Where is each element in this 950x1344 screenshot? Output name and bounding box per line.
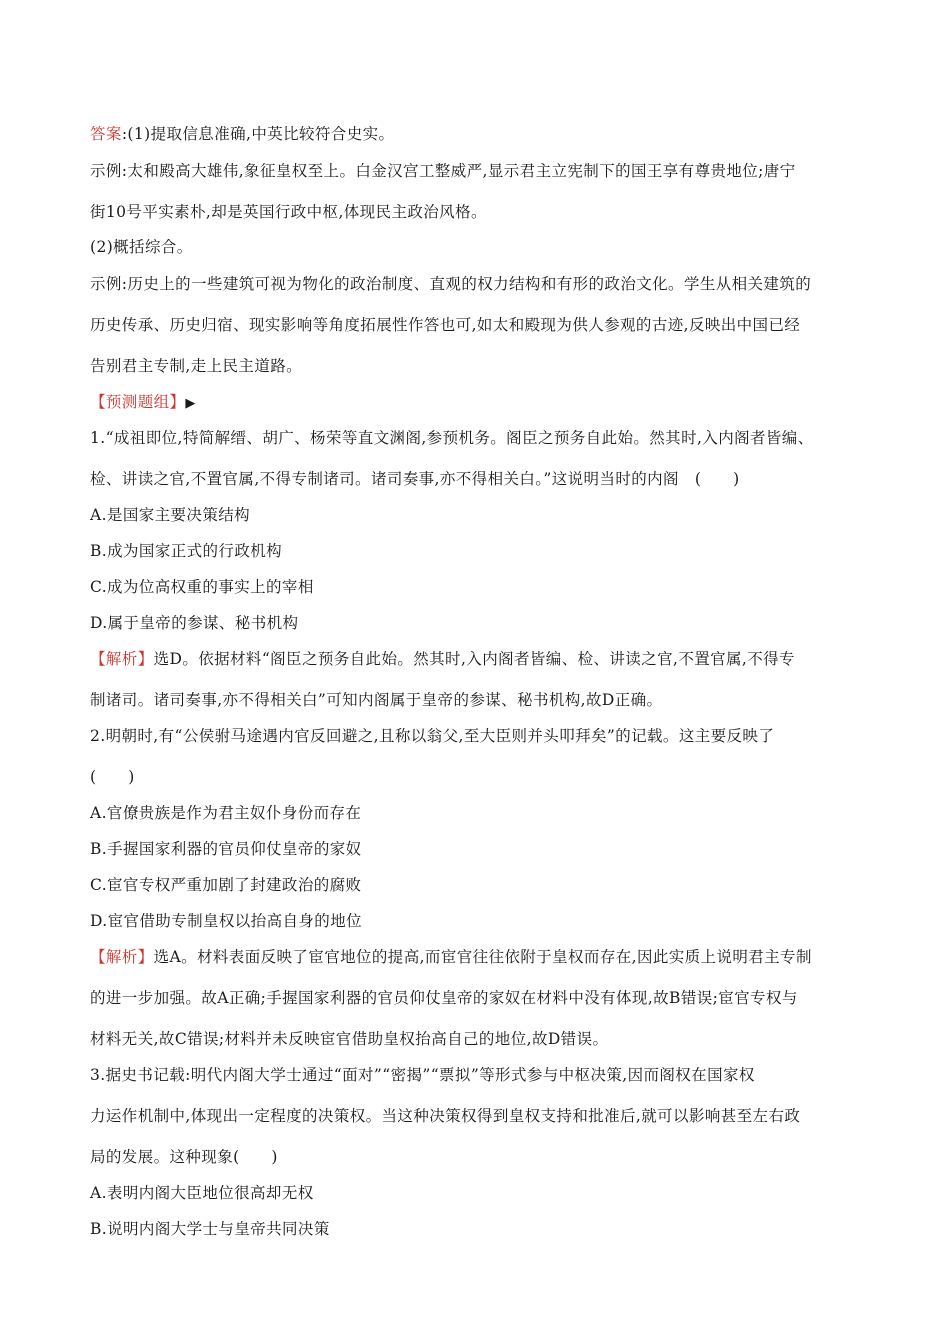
q2-analysis-label: 【解析】 bbox=[90, 948, 154, 966]
q2-analysis-text: 选A。材料表面反映了宦官地位的提高,而宦官往往依附于皇权而存在,因此实质上说明君主专制 bbox=[153, 948, 812, 966]
q3-stem-1: 3.据史书记载:明代内阁大学士通过“面对”“密揭”“票拟”等形式参与中枢决策,因而阁权在国家权 bbox=[90, 1066, 755, 1084]
answer-part2: (2)概括综合。 bbox=[90, 238, 193, 256]
q1-stem-2: 检、讲读之官,不置官属,不得专制诸司。诸司奏事,亦不得相关白。”这说明当时的内阁 ( ) bbox=[90, 470, 740, 488]
q2-option-c: C.宦官专权严重加剧了封建政治的腐败 bbox=[90, 876, 362, 894]
answer-line-1 bbox=[90, 123, 880, 145]
answer-part1: :(1)提取信息准确,中英比较符合史实。 bbox=[121, 125, 395, 143]
q1-analysis-2: 制诸司。诸司奏事,亦不得相关白”可知内阁属于皇帝的参谋、秘书机构,故D正确。 bbox=[90, 691, 663, 709]
q2-option-d: D.宦官借助专制皇权以抬高自身的地位 bbox=[90, 912, 363, 930]
q2-option-a: A.官僚贵族是作为君主奴仆身份而存在 bbox=[90, 804, 362, 822]
q2-option-b: B.手握国家利器的官员仰仗皇帝的家奴 bbox=[90, 840, 362, 858]
q1-option-b: B.成为国家正式的行政机构 bbox=[90, 542, 283, 560]
q1-analysis-text: 选D。依据材料“阁臣之预务自此始。然其时,入内阁者皆编、检、讲读之官,不置官属,不得专 bbox=[153, 650, 795, 668]
section-heading bbox=[90, 391, 880, 415]
q3-option-b: B.说明内阁大学士与皇帝共同决策 bbox=[90, 1220, 330, 1238]
q2-analysis-3: 材料无关,故C错误;材料并未反映宦官借助皇权抬高自己的地位,故D错误。 bbox=[90, 1030, 609, 1048]
q2-analysis-1 bbox=[90, 946, 880, 968]
answer-example-1a: 示例:太和殿高大雄伟,象征皇权至上。白金汉宫工整威严,显示君主立宪制下的国王享有尊贵地位;唐宁 bbox=[90, 162, 796, 180]
q1-analysis-label: 【解析】 bbox=[90, 650, 154, 668]
q2-stem-1: 2.明朝时,有“公侯驸马途遇内官反回避之,且称以翁父,至大臣则并头叩拜矣”的记载。这主要反映了 bbox=[90, 727, 775, 745]
q1-analysis-1 bbox=[90, 648, 880, 670]
answer-example-2a: 示例:历史上的一些建筑可视为物化的政治制度、直观的权力结构和有形的政治文化。学生从相关建筑的 bbox=[90, 275, 812, 293]
q2-stem-2: ( ) bbox=[90, 768, 135, 786]
q3-stem-3: 局的发展。这种现象( ) bbox=[90, 1148, 278, 1166]
q1-stem-1: 1.“成祖即位,特简解缙、胡广、杨荣等直文渊阁,参预机务。阁臣之预务自此始。然其时,入内阁者皆编、 bbox=[90, 429, 814, 447]
answer-label: 答案 bbox=[90, 125, 122, 143]
triangle-marker-icon: ▶ bbox=[185, 396, 196, 411]
answer-example-2c: 告别君主专制,走上民主道路。 bbox=[90, 357, 303, 375]
q1-option-a: A.是国家主要决策结构 bbox=[90, 506, 251, 524]
section-title: 【预测题组】 bbox=[90, 393, 186, 411]
q3-stem-2: 力运作机制中,体现出一定程度的决策权。当这种决策权得到皇权支持和批准后,就可以影响甚至左右政 bbox=[90, 1107, 801, 1125]
answer-example-1b: 街10号平实素朴,却是英国行政中枢,体现民主政治风格。 bbox=[90, 203, 487, 221]
q1-option-d: D.属于皇帝的参谋、秘书机构 bbox=[90, 614, 299, 632]
answer-example-2b: 历史传承、历史归宿、现实影响等角度拓展性作答也可,如太和殿现为供人参观的古迹,反映出中国已经 bbox=[90, 316, 801, 334]
q2-analysis-2: 的进一步加强。故A正确;手握国家利器的官员仰仗皇帝的家奴在材料中没有体现,故B错误;宦官专权与 bbox=[90, 989, 798, 1007]
q1-option-c: C.成为位高权重的事实上的宰相 bbox=[90, 578, 314, 596]
q3-option-a: A.表明内阁大臣地位很高却无权 bbox=[90, 1184, 314, 1202]
